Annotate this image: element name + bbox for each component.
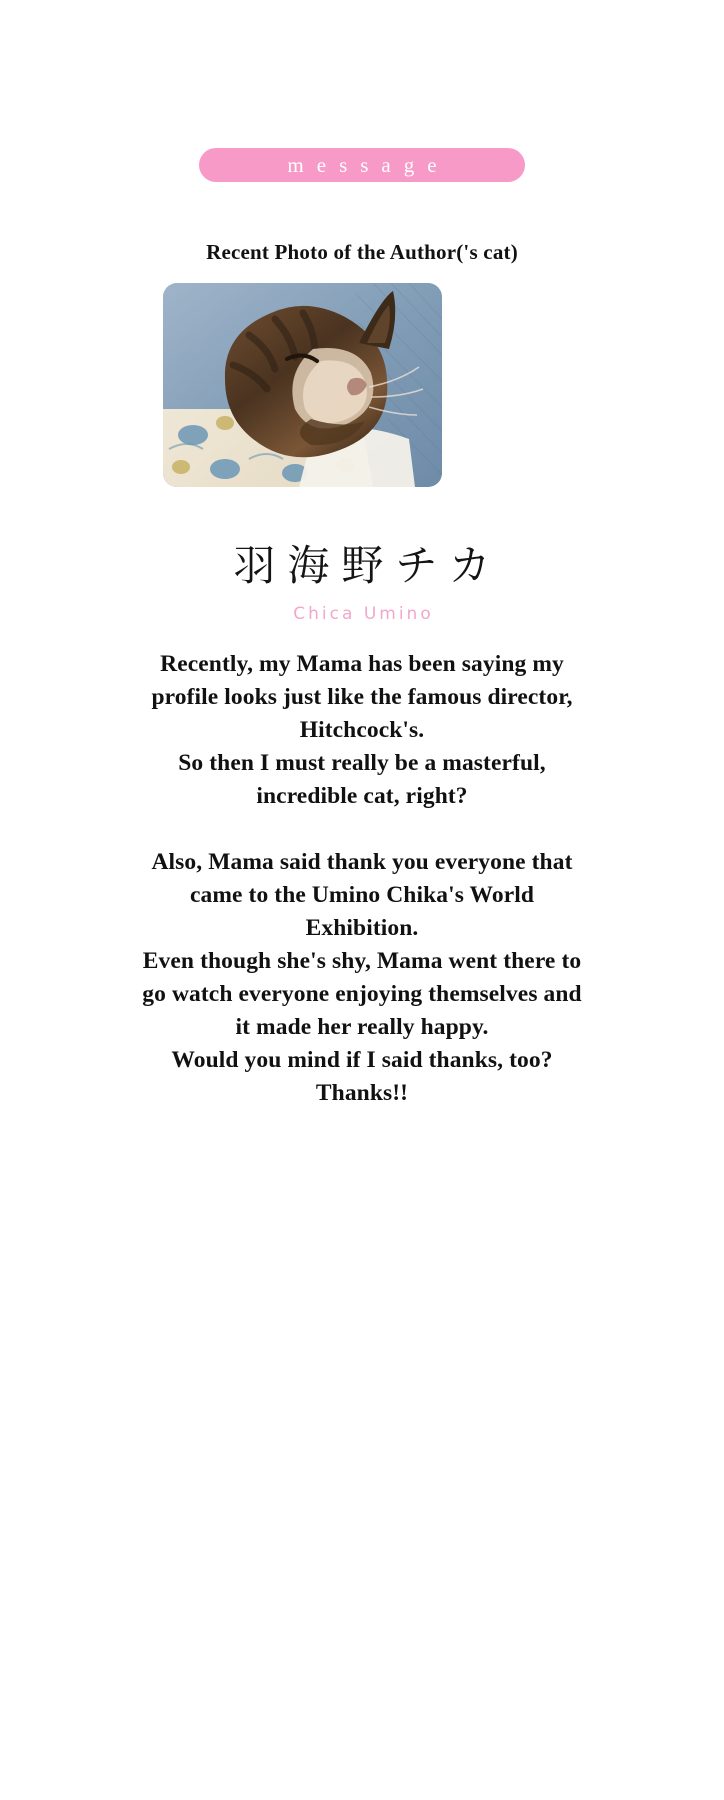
message-line: Would you mind if I said thanks, too?: [171, 1047, 553, 1073]
author-signature-japanese: 羽海野チカ: [233, 541, 503, 590]
message-paragraph: [62, 648, 662, 813]
message-banner: [0, 148, 724, 182]
photo-caption: Recent Photo of the Author('s cat): [206, 240, 518, 264]
message-line: Also, Mama said thank you everyone that: [151, 849, 573, 875]
author-signature-romaji: Chica Umino: [293, 604, 434, 624]
message-line: incredible cat, right?: [256, 783, 468, 809]
message-line: Recently, my Mama has been saying my: [160, 651, 564, 677]
message-line: So then I must really be a masterful,: [178, 750, 546, 776]
message-paragraph: [62, 846, 662, 1110]
message-line: it made her really happy.: [235, 1014, 489, 1040]
author-cat-photo: [163, 283, 442, 487]
message-line: Thanks!!: [315, 1080, 409, 1106]
message-line: profile looks just like the famous director,: [151, 684, 573, 710]
cat-photo-illustration: [163, 283, 442, 487]
message-banner-label: message: [287, 152, 450, 177]
message-line: go watch everyone enjoying themselves and: [142, 981, 582, 1007]
message-line: Even though she's shy, Mama went there to: [142, 948, 582, 974]
message-line: Hitchcock's.: [299, 717, 425, 743]
message-banner-pill: [199, 148, 525, 182]
message-line: Exhibition.: [305, 915, 419, 941]
message-line: came to the Umino Chika's World: [189, 882, 535, 908]
message-body: [62, 648, 662, 1110]
